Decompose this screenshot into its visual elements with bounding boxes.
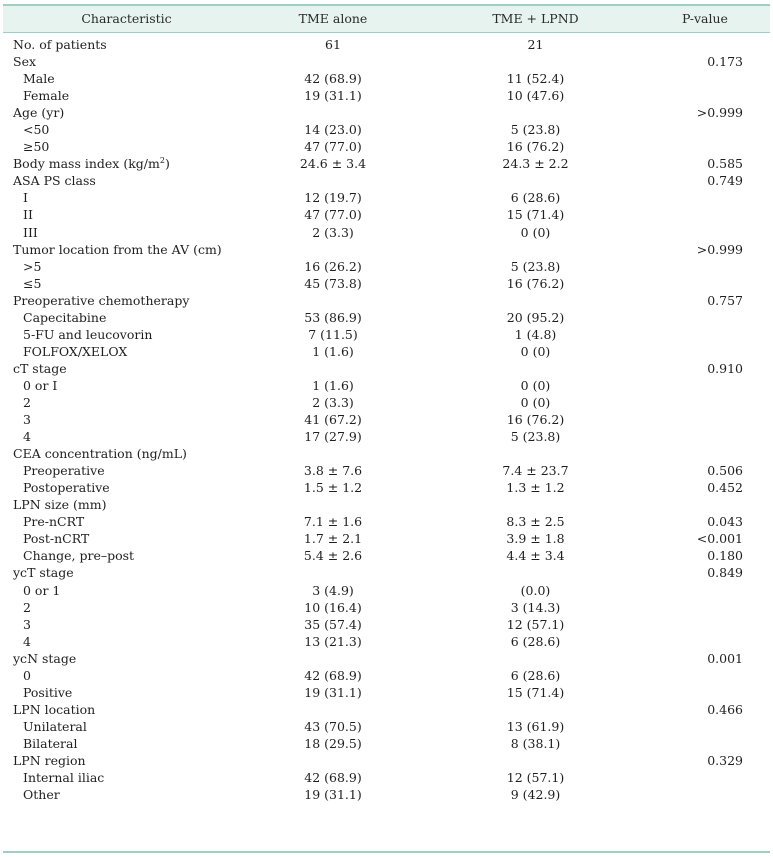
table-row [0, 616, 773, 633]
characteristic-cell: Post-nCRT [23, 531, 90, 547]
tme-lpnd-cell: 6 (28.6) [510, 190, 561, 206]
tme-alone-cell: 53 (86.9) [304, 309, 362, 325]
characteristic-cell: Pre-nCRT [23, 514, 85, 530]
p-value-cell: 0.452 [707, 480, 743, 496]
tme-lpnd-cell: 3.9 ± 1.8 [506, 531, 565, 547]
superscript: 2 [159, 156, 165, 166]
header-tme-alone: TME alone [298, 11, 368, 26]
tme-alone-cell: 19 (31.1) [304, 787, 362, 803]
p-value-cell: 0.585 [707, 156, 743, 172]
characteristic-cell: 2 [23, 394, 31, 410]
characteristic-cell: Positive [23, 684, 73, 700]
tme-alone-cell: 42 (68.9) [304, 71, 362, 87]
table-row [0, 582, 773, 599]
tme-alone-cell: 1 (1.6) [312, 377, 354, 393]
characteristic-cell: 0 or 1 [23, 582, 61, 598]
table-row [0, 462, 773, 479]
characteristic-cell: Female [23, 88, 70, 104]
characteristic-cell: Bilateral [23, 735, 78, 751]
characteristic-cell: Male [23, 71, 55, 87]
table-row [0, 411, 773, 428]
tme-lpnd-cell: 21 [527, 37, 544, 52]
table-bottom-rule [3, 851, 770, 853]
p-value-cell: 0.180 [707, 548, 743, 564]
characteristic-cell: ASA PS class [13, 173, 96, 189]
characteristic-cell: ≤5 [23, 275, 42, 291]
characteristic-label-end: ) [164, 156, 170, 172]
characteristic-cell: <50 [23, 122, 50, 138]
tme-alone-cell: 61 [325, 37, 341, 52]
table-row [0, 667, 773, 684]
table-row [0, 769, 773, 786]
tme-alone-cell: 42 (68.9) [304, 667, 362, 683]
table-row [0, 394, 773, 411]
characteristic-cell: 4 [23, 429, 31, 445]
table-row [0, 121, 773, 138]
characteristic-cell: Change, pre–post [23, 548, 135, 564]
tme-alone-cell: 45 (73.8) [304, 275, 362, 291]
tme-alone-cell: 16 (26.2) [304, 258, 362, 274]
characteristic-cell: 3 [23, 412, 31, 428]
table-row [0, 428, 773, 445]
characteristic-cell: 0 [23, 667, 31, 683]
p-value-cell: >0.999 [696, 241, 743, 257]
tme-lpnd-cell: 8.3 ± 2.5 [506, 514, 565, 530]
tme-lpnd-cell: 6 (28.6) [510, 667, 561, 683]
characteristic-cell: Other [23, 787, 60, 803]
tme-alone-cell: 7 (11.5) [308, 326, 358, 342]
table-row [0, 599, 773, 616]
table-row [0, 189, 773, 206]
table-row [0, 206, 773, 223]
table-row [0, 224, 773, 241]
tme-lpnd-cell: 9 (42.9) [510, 787, 561, 803]
p-value-cell: <0.001 [696, 531, 743, 547]
table-row [0, 564, 773, 581]
table-row [0, 343, 773, 360]
table-row [0, 53, 773, 70]
characteristic-cell: III [23, 224, 38, 240]
characteristic-cell: II [23, 207, 33, 223]
tme-lpnd-cell: 10 (47.6) [506, 88, 565, 104]
tme-alone-cell: 18 (29.5) [304, 735, 362, 751]
table-row [0, 326, 773, 343]
characteristic-cell: Preoperative chemotherapy [13, 292, 190, 308]
tme-alone-cell: 10 (16.4) [304, 599, 362, 615]
tme-alone-cell: 43 (70.5) [304, 718, 362, 734]
p-value-cell: 0.849 [707, 565, 743, 581]
tme-lpnd-cell: 0 (0) [520, 224, 551, 240]
characteristic-label: Body mass index (kg/m [13, 156, 160, 172]
p-value-cell: 0.173 [707, 54, 743, 70]
table-row [0, 309, 773, 326]
table-row [0, 786, 773, 803]
characteristic-cell: ycN stage [13, 650, 77, 666]
tme-alone-cell: 1 (1.6) [312, 343, 354, 359]
tme-lpnd-cell: 8 (38.1) [510, 735, 561, 751]
characteristic-cell: 2 [23, 599, 31, 615]
table-row [0, 496, 773, 513]
tme-lpnd-cell: 15 (71.4) [506, 207, 565, 223]
tme-alone-cell: 3.8 ± 7.6 [303, 463, 363, 479]
tme-lpnd-cell: 11 (52.4) [506, 71, 565, 87]
table-row [0, 155, 773, 172]
tme-alone-cell: 47 (77.0) [304, 207, 362, 223]
table-row [0, 445, 773, 462]
characteristic-cell: I [23, 190, 28, 206]
p-value-cell: 0.001 [707, 650, 743, 666]
header-characteristic: Characteristic [81, 11, 172, 26]
table-row [0, 513, 773, 530]
tme-alone-cell: 1.7 ± 2.1 [303, 531, 363, 547]
tme-lpnd-cell: 1.3 ± 1.2 [506, 480, 565, 496]
tme-lpnd-cell: 15 (71.4) [506, 684, 565, 700]
table-body [0, 36, 773, 803]
tme-lpnd-cell: 16 (76.2) [506, 412, 565, 428]
characteristic-cell: FOLFOX/XELOX [23, 343, 128, 359]
tme-lpnd-cell: 0 (0) [520, 343, 551, 359]
tme-lpnd-cell: 3 (14.3) [510, 599, 561, 615]
characteristic-cell: 0 or I [23, 377, 58, 393]
tme-alone-cell: 2 (3.3) [312, 394, 354, 410]
tme-alone-cell: 42 (68.9) [304, 770, 362, 786]
tme-lpnd-cell: 0 (0) [520, 377, 551, 393]
characteristic-cell: Internal iliac [23, 770, 105, 786]
tme-alone-cell: 12 (19.7) [304, 190, 362, 206]
tme-lpnd-cell: 24.3 ± 2.2 [502, 156, 569, 172]
table-row [0, 292, 773, 309]
p-value-cell: 0.749 [707, 173, 743, 189]
table-row [0, 258, 773, 275]
characteristic-cell: ≥50 [23, 139, 50, 155]
table-row [0, 70, 773, 87]
characteristic-cell: Tumor location from the AV (cm) [13, 241, 222, 257]
characteristic-cell: Sex [13, 54, 37, 70]
table-row [0, 718, 773, 735]
p-value-cell: 0.466 [707, 701, 743, 717]
tme-lpnd-cell: 16 (76.2) [506, 275, 565, 291]
table-row [0, 138, 773, 155]
tme-alone-cell: 13 (21.3) [304, 633, 362, 649]
table-row [0, 547, 773, 564]
characteristic-cell: Postoperative [23, 480, 110, 496]
characteristic-cell: 3 [23, 616, 31, 632]
tme-lpnd-cell: 12 (57.1) [506, 770, 565, 786]
characteristic-cell: Age (yr) [13, 105, 65, 121]
p-value-cell: 0.910 [707, 360, 743, 376]
table-row [0, 377, 773, 394]
tme-lpnd-cell: 6 (28.6) [510, 633, 561, 649]
tme-alone-cell: 1.5 ± 1.2 [303, 480, 363, 496]
table-row [0, 701, 773, 718]
tme-lpnd-cell: 5 (23.8) [510, 258, 561, 274]
tme-alone-cell: 3 (4.9) [312, 582, 354, 598]
characteristic-cell: No. of patients [13, 37, 107, 52]
tme-lpnd-cell: 12 (57.1) [506, 616, 565, 632]
tme-lpnd-cell: 16 (76.2) [506, 139, 565, 155]
tme-alone-cell: 47 (77.0) [304, 139, 362, 155]
table-row [0, 479, 773, 496]
table-row [0, 752, 773, 769]
characteristic-cell: LPN location [13, 701, 96, 717]
p-value-cell: >0.999 [696, 105, 743, 121]
characteristic-cell: LPN size (mm) [13, 497, 107, 513]
tme-lpnd-cell: 4.4 ± 3.4 [506, 548, 565, 564]
tme-alone-cell: 5.4 ± 2.6 [303, 548, 363, 564]
tme-alone-cell: 17 (27.9) [304, 429, 362, 445]
header-tme-lpnd: TME + LPND [492, 11, 579, 26]
characteristic-cell: LPN region [13, 752, 86, 768]
tme-lpnd-cell: 7.4 ± 23.7 [502, 463, 569, 479]
tme-alone-cell: 7.1 ± 1.6 [303, 514, 363, 530]
p-value-cell: 0.043 [707, 514, 743, 530]
characteristic-cell: Unilateral [23, 718, 87, 734]
tme-alone-cell: 24.6 ± 3.4 [299, 156, 367, 172]
table-row [0, 104, 773, 121]
p-value-cell: 0.506 [707, 463, 743, 479]
p-value-cell: 0.757 [707, 292, 743, 308]
characteristic-cell: >5 [23, 258, 42, 274]
header-rule [3, 32, 770, 33]
table-row [0, 650, 773, 667]
table-row [0, 633, 773, 650]
p-value-cell: 0.329 [707, 752, 743, 768]
tme-lpnd-cell: 13 (61.9) [506, 718, 565, 734]
characteristic-cell: Preoperative [23, 463, 105, 479]
table-row [0, 36, 773, 53]
tme-lpnd-cell: 20 (95.2) [506, 309, 565, 325]
tme-alone-cell: 19 (31.1) [304, 684, 362, 700]
table-row [0, 360, 773, 377]
table-row [0, 172, 773, 189]
characteristic-cell: ycT stage [13, 565, 74, 581]
table-row [0, 241, 773, 258]
characteristic-cell: 4 [23, 633, 31, 649]
header-p-value: P-value [682, 11, 728, 26]
tme-lpnd-cell: 5 (23.8) [510, 122, 561, 138]
characteristic-cell: cT stage [13, 360, 67, 376]
table-row [0, 684, 773, 701]
table-row [0, 87, 773, 104]
table-row [0, 530, 773, 547]
characteristic-cell: CEA concentration (ng/mL) [13, 446, 187, 462]
tme-alone-cell: 41 (67.2) [304, 412, 362, 428]
table-row [0, 735, 773, 752]
tme-lpnd-cell: (0.0) [520, 582, 551, 598]
characteristic-cell: Capecitabine [23, 309, 107, 325]
characteristic-cell: 5-FU and leucovorin [23, 326, 153, 342]
characteristic-cell [13, 155, 170, 172]
table-row [0, 275, 773, 292]
tme-lpnd-cell: 5 (23.8) [510, 429, 561, 445]
tme-alone-cell: 35 (57.4) [304, 616, 362, 632]
tme-alone-cell: 14 (23.0) [304, 122, 362, 138]
tme-alone-cell: 19 (31.1) [304, 88, 362, 104]
tme-alone-cell: 2 (3.3) [312, 224, 354, 240]
tme-lpnd-cell: 0 (0) [520, 394, 551, 410]
tme-lpnd-cell: 1 (4.8) [514, 326, 557, 342]
